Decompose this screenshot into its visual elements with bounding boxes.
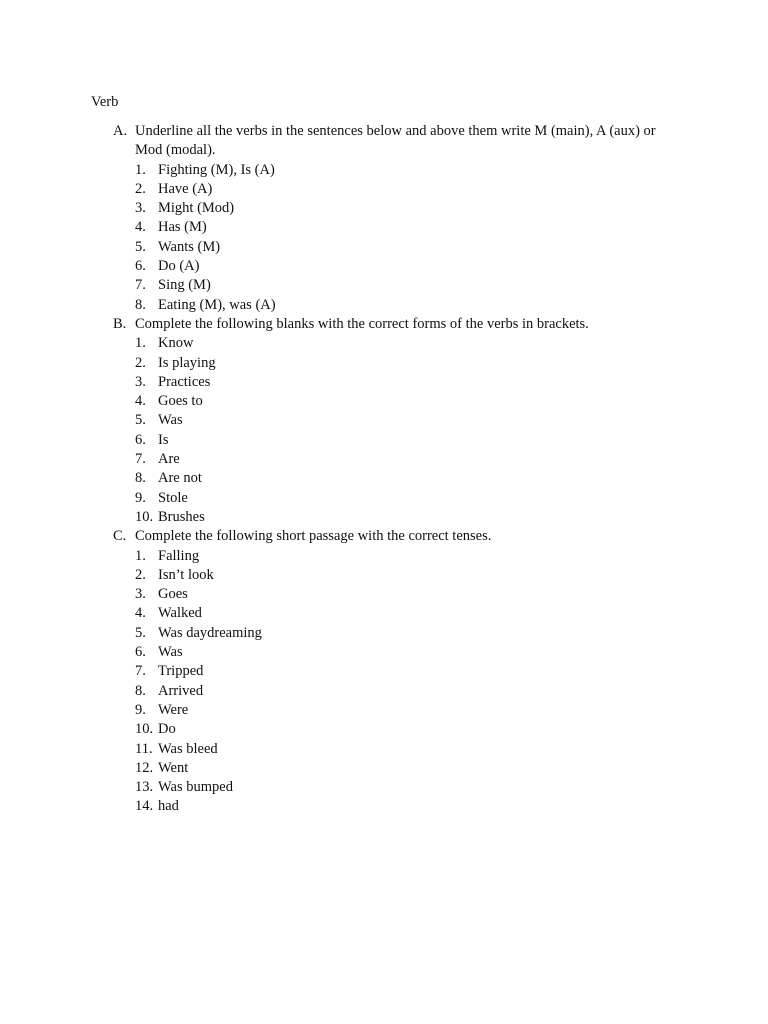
list-item [135,334,691,353]
item-number: 6. [135,431,146,448]
list-item [135,354,691,373]
item-answer: had [158,798,179,815]
section-c [91,527,691,816]
item-answer: Falling [158,547,200,564]
item-number: 6. [135,644,146,661]
list-item [135,778,691,797]
item-answer: Do [158,721,176,738]
item-number: 8. [135,682,146,699]
item-number: 1. [135,547,146,564]
item-answer: Is playing [158,354,216,371]
section-letter: B. [113,315,127,332]
list-item [135,662,691,681]
list-item [135,740,691,759]
item-answer: Have (A) [158,180,213,197]
item-answer: Was [158,412,183,429]
list-item [135,392,691,411]
item-answer: Practices [158,373,211,390]
list-item [135,547,691,566]
item-answer: Brushes [158,508,205,525]
list-item [135,643,691,662]
item-answer: Do (A) [158,258,200,275]
item-number: 3. [135,373,146,390]
item-number: 8. [135,296,146,313]
item-answer: Isn’t look [158,566,214,583]
item-number: 5. [135,412,146,429]
item-number: 7. [135,663,146,680]
answer-list [135,334,691,527]
item-answer: Might (Mod) [158,200,235,217]
list-item [135,373,691,392]
item-answer: Went [158,759,189,776]
item-number: 9. [135,489,146,506]
list-item [135,566,691,585]
list-item [135,720,691,739]
item-answer: Is [158,431,169,448]
section-letter: C. [113,528,127,545]
item-answer: Know [158,335,194,352]
list-item [135,701,691,720]
item-number: 5. [135,624,146,641]
item-answer: Fighting (M), Is (A) [158,161,275,178]
item-number: 2. [135,566,146,583]
item-answer: Wants (M) [158,238,221,255]
item-number: 9. [135,701,146,718]
list-item [135,257,691,276]
item-number: 1. [135,161,146,178]
list-item [135,238,691,257]
list-item [135,411,691,430]
list-item [135,797,691,816]
item-answer: Were [158,701,189,718]
item-number: 3. [135,586,146,603]
list-item [135,276,691,295]
item-answer: Goes [158,586,188,603]
item-answer: Arrived [158,682,204,699]
item-answer: Has (M) [158,219,207,236]
item-answer: Was [158,644,183,661]
item-number: 2. [135,180,146,197]
exercise-sections [91,122,691,817]
item-number: 4. [135,219,146,236]
item-number: 11. [135,740,153,757]
item-number: 1. [135,335,146,352]
list-item [135,450,691,469]
item-answer: Stole [158,489,188,506]
item-number: 3. [135,200,146,217]
item-answer: Was daydreaming [158,624,262,641]
section-instruction: Underline all the verbs in the sentences below and above them write M (main), A (aux) or Mod (modal). [135,123,656,159]
item-number: 7. [135,277,146,294]
section-instruction: Complete the following blanks with the correct forms of the verbs in brackets. [135,315,589,332]
section-instruction: Complete the following short passage with the correct tenses. [135,528,492,545]
item-number: 12. [135,759,154,776]
list-item [135,296,691,315]
item-number: 10. [135,721,154,738]
item-number: 13. [135,779,154,796]
document-title: Verb [91,94,119,110]
list-item [135,604,691,623]
item-number: 5. [135,238,146,255]
item-answer: Are [158,451,180,468]
item-answer: Tripped [158,663,204,680]
list-item [135,431,691,450]
section-letter: A. [113,123,128,139]
item-number: 8. [135,470,146,487]
answer-list [135,161,691,315]
item-answer: Walked [158,605,202,622]
item-number: 14. [135,798,154,815]
item-number: 10. [135,508,154,525]
list-item [135,759,691,778]
list-item [135,218,691,237]
item-answer: Are not [158,470,202,487]
item-number: 4. [135,605,146,622]
item-answer: Was bleed [158,740,218,757]
item-answer: Was bumped [158,779,233,796]
list-item [135,469,691,488]
list-item [135,624,691,643]
item-number: 4. [135,393,146,410]
item-answer: Sing (M) [158,277,211,294]
item-number: 6. [135,258,146,275]
list-item [135,180,691,199]
list-item [135,161,691,180]
section-b [91,315,691,527]
answer-list [135,547,691,817]
item-number: 7. [135,451,146,468]
list-item [135,508,691,527]
item-number: 2. [135,354,146,371]
list-item [135,682,691,701]
list-item [135,489,691,508]
section-a [91,122,691,315]
list-item [135,585,691,604]
item-answer: Goes to [158,393,203,410]
list-item [135,199,691,218]
item-answer: Eating (M), was (A) [158,296,276,313]
